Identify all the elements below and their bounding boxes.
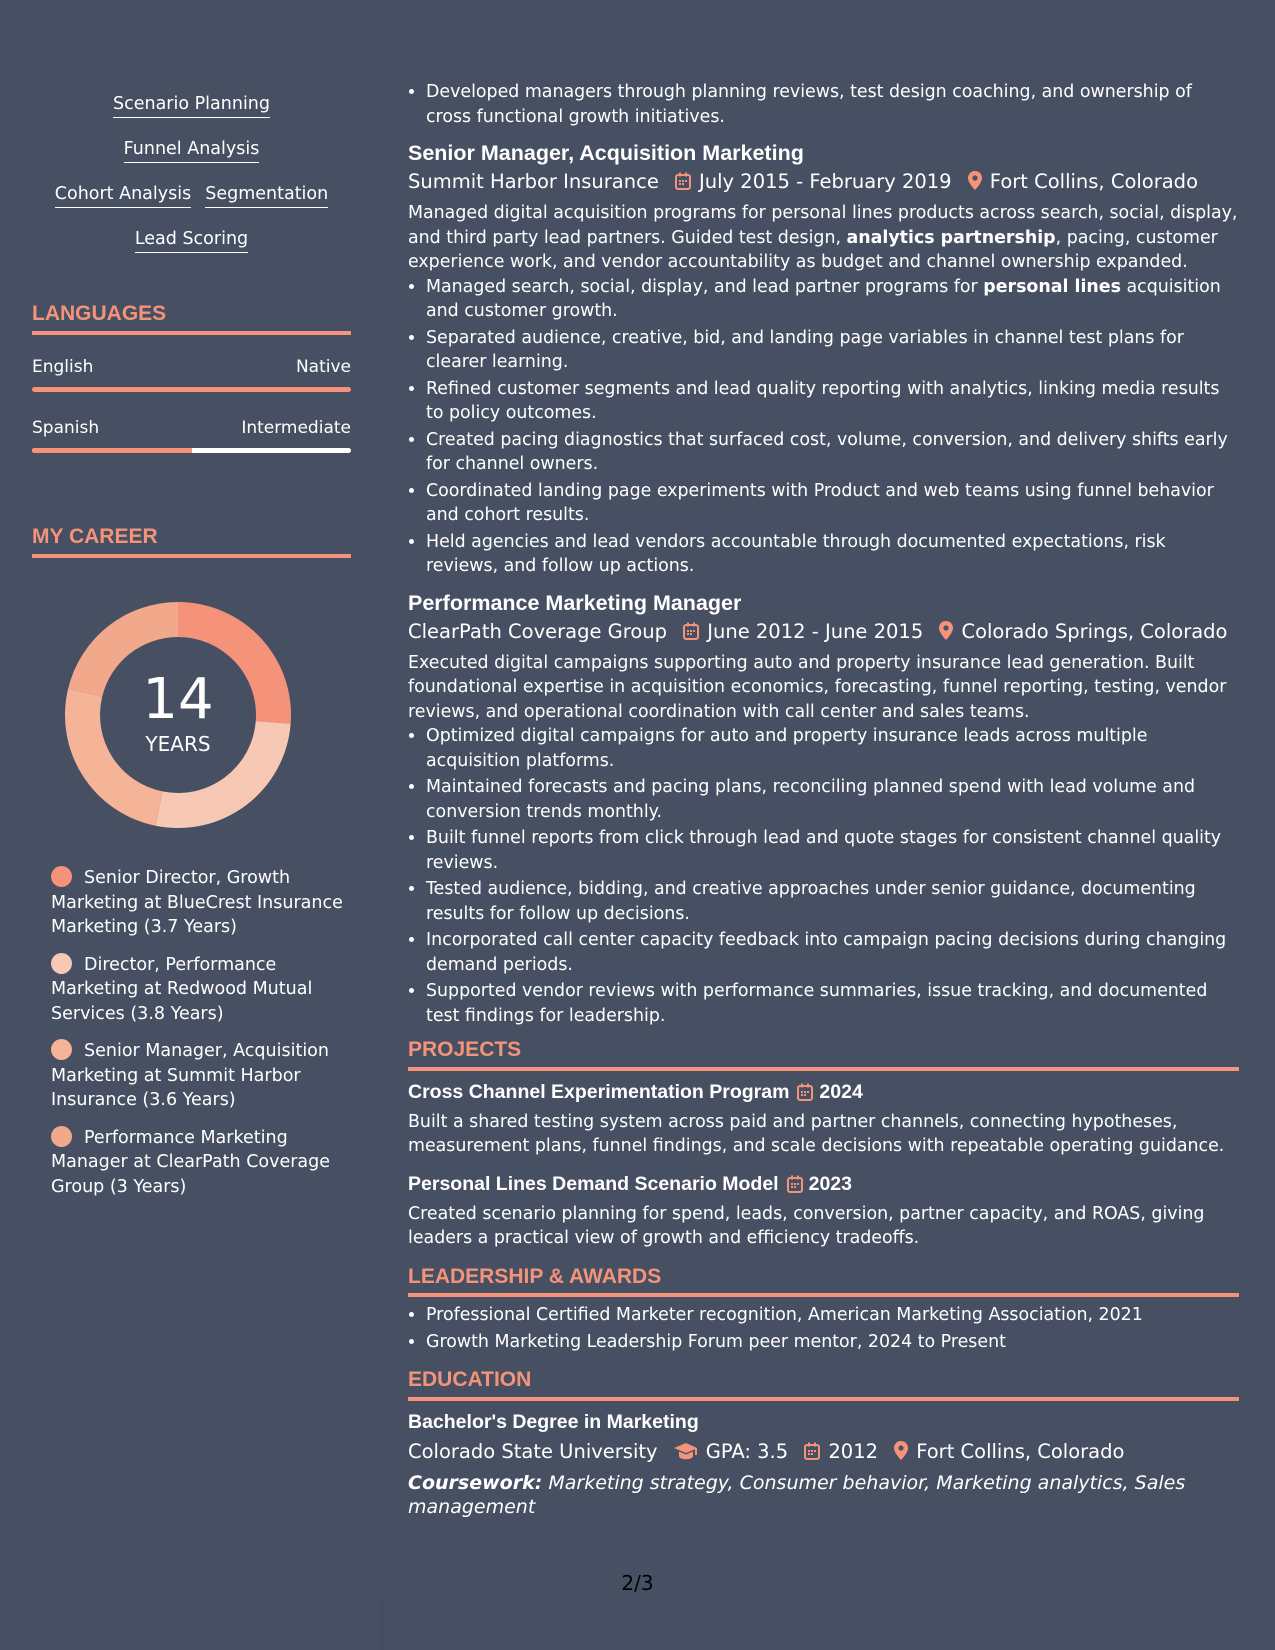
education-meta xyxy=(408,1437,1239,1469)
project-title: Personal Lines Demand Scenario Model xyxy=(408,1172,779,1195)
bullet-item: • Refined customer segments and lead quality reporting with analytics, linking media results to policy outcomes. xyxy=(426,377,1239,426)
bullet-item: • Built funnel reports from click through lead and quote stages for consistent channel quality reviews. xyxy=(426,826,1239,875)
career-legend-item: Performance Marketing Manager at ClearPath Coverage Group (3 Years) xyxy=(51,1127,331,1197)
job-title: Performance Marketing Manager xyxy=(408,590,742,615)
school-name: Colorado State University xyxy=(408,1439,658,1463)
bullet-item: • Supported vendor reviews with performance summaries, issue tracking, and documented test findings for leadership. xyxy=(426,979,1239,1028)
language-level: Native xyxy=(295,357,351,377)
bullet-item: • Coordinated landing page experiments with Product and web teams using funnel behavior and cohort results. xyxy=(426,479,1239,528)
job-bullets xyxy=(408,724,1239,1028)
award-item: • Professional Certified Marketer recognition, American Marketing Association, 2021 xyxy=(426,1303,1239,1328)
bullet-item: • Developed managers through planning reviews, test design coaching, and ownership of cross functional growth initiatives. xyxy=(426,80,1239,129)
bullet-item: • Maintained forecasts and pacing plans, reconciling planned spend with lead volume and conversion trends monthly. xyxy=(426,775,1239,824)
previous-job-bullets xyxy=(408,80,1239,129)
language-level-fill xyxy=(32,448,192,453)
legend-dot xyxy=(51,1039,72,1060)
left-column xyxy=(32,82,351,1212)
bullet-item: • Created pacing diagnostics that surfaced cost, volume, conversion, and delivery shifts early for channel owners. xyxy=(426,428,1239,477)
graduation-cap-icon xyxy=(674,1439,698,1469)
language-level-bar xyxy=(32,387,351,392)
language-english xyxy=(32,357,351,392)
language-name: Spanish xyxy=(32,418,100,438)
bullet-item: • Incorporated call center capacity feedback into campaign pacing decisions during changing demand periods. xyxy=(426,928,1239,977)
project-title-row xyxy=(408,1077,1239,1110)
column-divider xyxy=(382,1600,383,1650)
language-level-bar xyxy=(32,448,351,453)
job-title: Senior Manager, Acquisition Marketing xyxy=(408,141,804,165)
bullet-item: • Separated audience, creative, bid, and landing page variables in channel test plans for clearer learning. xyxy=(426,326,1239,375)
language-level-fill xyxy=(32,387,351,392)
skill-tag: Lead Scoring xyxy=(135,228,248,253)
language-level: Intermediate xyxy=(241,418,351,438)
calendar-icon xyxy=(675,169,691,199)
skill-tag: Funnel Analysis xyxy=(124,138,260,163)
career-legend-item: Senior Director, Growth Marketing at BlueCrest Insurance Marketing (3.7 Years) xyxy=(51,868,343,937)
company-name: Summit Harbor Insurance xyxy=(408,170,659,193)
career-total-years: 14 xyxy=(142,667,214,732)
project-description: Built a shared testing system across paid and partner channels, connecting hypotheses, measurement plans, funnel findings, and scale decisions with repeatable operating guidance. xyxy=(408,1111,1225,1156)
career-legend-item: Director, Performance Marketing at Redwood Mutual Services (3.8 Years) xyxy=(51,954,313,1024)
job-summary: Executed digital campaigns supporting auto and property insurance lead generation. Built foundational expertise in acquisition economics, forecasting, funnel reporting, testing, vendor reviews, and operational coordination with call center and sales teams. xyxy=(408,652,1227,722)
bullet-item: • Optimized digital campaigns for auto and property insurance leads across multiple acquisition platforms. xyxy=(426,724,1239,773)
bullet-item: • Managed search, social, display, and lead partner programs for personal lines acquisition and customer growth. xyxy=(426,275,1239,324)
projects-heading: PROJECTS xyxy=(408,1038,1239,1071)
graduation-year: 2012 xyxy=(828,1439,879,1463)
skill-tag: Cohort Analysis xyxy=(55,183,191,208)
company-name: ClearPath Coverage Group xyxy=(408,619,668,643)
location-pin-icon xyxy=(968,169,982,199)
job-meta xyxy=(408,617,1239,649)
career-donut-chart xyxy=(63,600,293,830)
calendar-icon xyxy=(804,1439,820,1469)
awards-heading: LEADERSHIP & AWARDS xyxy=(408,1265,1239,1298)
education-heading: EDUCATION xyxy=(408,1368,1239,1401)
career-total-unit: YEARS xyxy=(145,732,211,756)
bullet-item: • Held agencies and lead vendors accountable through documented expectations, risk reviews, and follow up actions. xyxy=(426,530,1239,579)
calendar-icon xyxy=(797,1080,813,1110)
award-item: • Growth Marketing Leadership Forum peer mentor, 2024 to Present xyxy=(426,1330,1239,1355)
location-pin-icon xyxy=(939,619,953,649)
project-description: Created scenario planning for spend, leads, conversion, partner capacity, and ROAS, giving leaders a practical view of growth and efficiency tradeoffs. xyxy=(408,1203,1205,1248)
page-number: 2/3 xyxy=(621,1571,654,1595)
awards-list xyxy=(408,1303,1239,1354)
right-column xyxy=(408,80,1239,1519)
legend-dot xyxy=(51,1126,72,1147)
project-year: 2024 xyxy=(819,1080,863,1103)
languages-heading: LANGUAGES xyxy=(32,302,351,335)
calendar-icon xyxy=(683,619,699,649)
career-legend-item: Senior Manager, Acquisition Marketing at Summit Harbor Insurance (3.6 Years) xyxy=(51,1041,329,1110)
skill-tag: Scenario Planning xyxy=(113,93,270,118)
job-location: Fort Collins, Colorado xyxy=(989,170,1198,193)
skills-list xyxy=(32,82,351,262)
location-pin-icon xyxy=(894,1439,908,1469)
job-dates: June 2012 - June 2015 xyxy=(707,619,924,643)
project-year: 2023 xyxy=(808,1172,852,1195)
job-location: Colorado Springs, Colorado xyxy=(961,619,1228,643)
language-spanish xyxy=(32,418,351,453)
career-legend xyxy=(51,866,351,1199)
project-title-row xyxy=(408,1169,1239,1202)
language-name: English xyxy=(32,357,94,377)
coursework: Coursework: Marketing strategy, Consumer behavior, Marketing analytics, Sales management xyxy=(408,1471,1186,1518)
bullet-item: • Tested audience, bidding, and creative approaches under senior guidance, documenting results for follow up decisions. xyxy=(426,877,1239,926)
legend-dot xyxy=(51,866,72,887)
skill-tag: Segmentation xyxy=(205,183,328,208)
degree-title: Bachelor's Degree in Marketing xyxy=(408,1410,699,1433)
career-heading: MY CAREER xyxy=(32,525,351,558)
calendar-icon xyxy=(787,1172,803,1202)
job-summary: Managed digital acquisition programs for personal lines products across search, social, display, and third party lead partners. Guided test design, analytics partnership, pacing, customer experience work, and vendor accountability as budget and channel ownership expanded. xyxy=(408,203,1238,272)
job-dates: July 2015 - February 2019 xyxy=(699,170,952,193)
gpa: GPA: 3.5 xyxy=(705,1439,789,1463)
school-location: Fort Collins, Colorado xyxy=(916,1439,1125,1463)
job-bullets xyxy=(408,275,1239,579)
legend-dot xyxy=(51,953,72,974)
job-meta xyxy=(408,167,1239,199)
project-title: Cross Channel Experimentation Program xyxy=(408,1080,790,1103)
